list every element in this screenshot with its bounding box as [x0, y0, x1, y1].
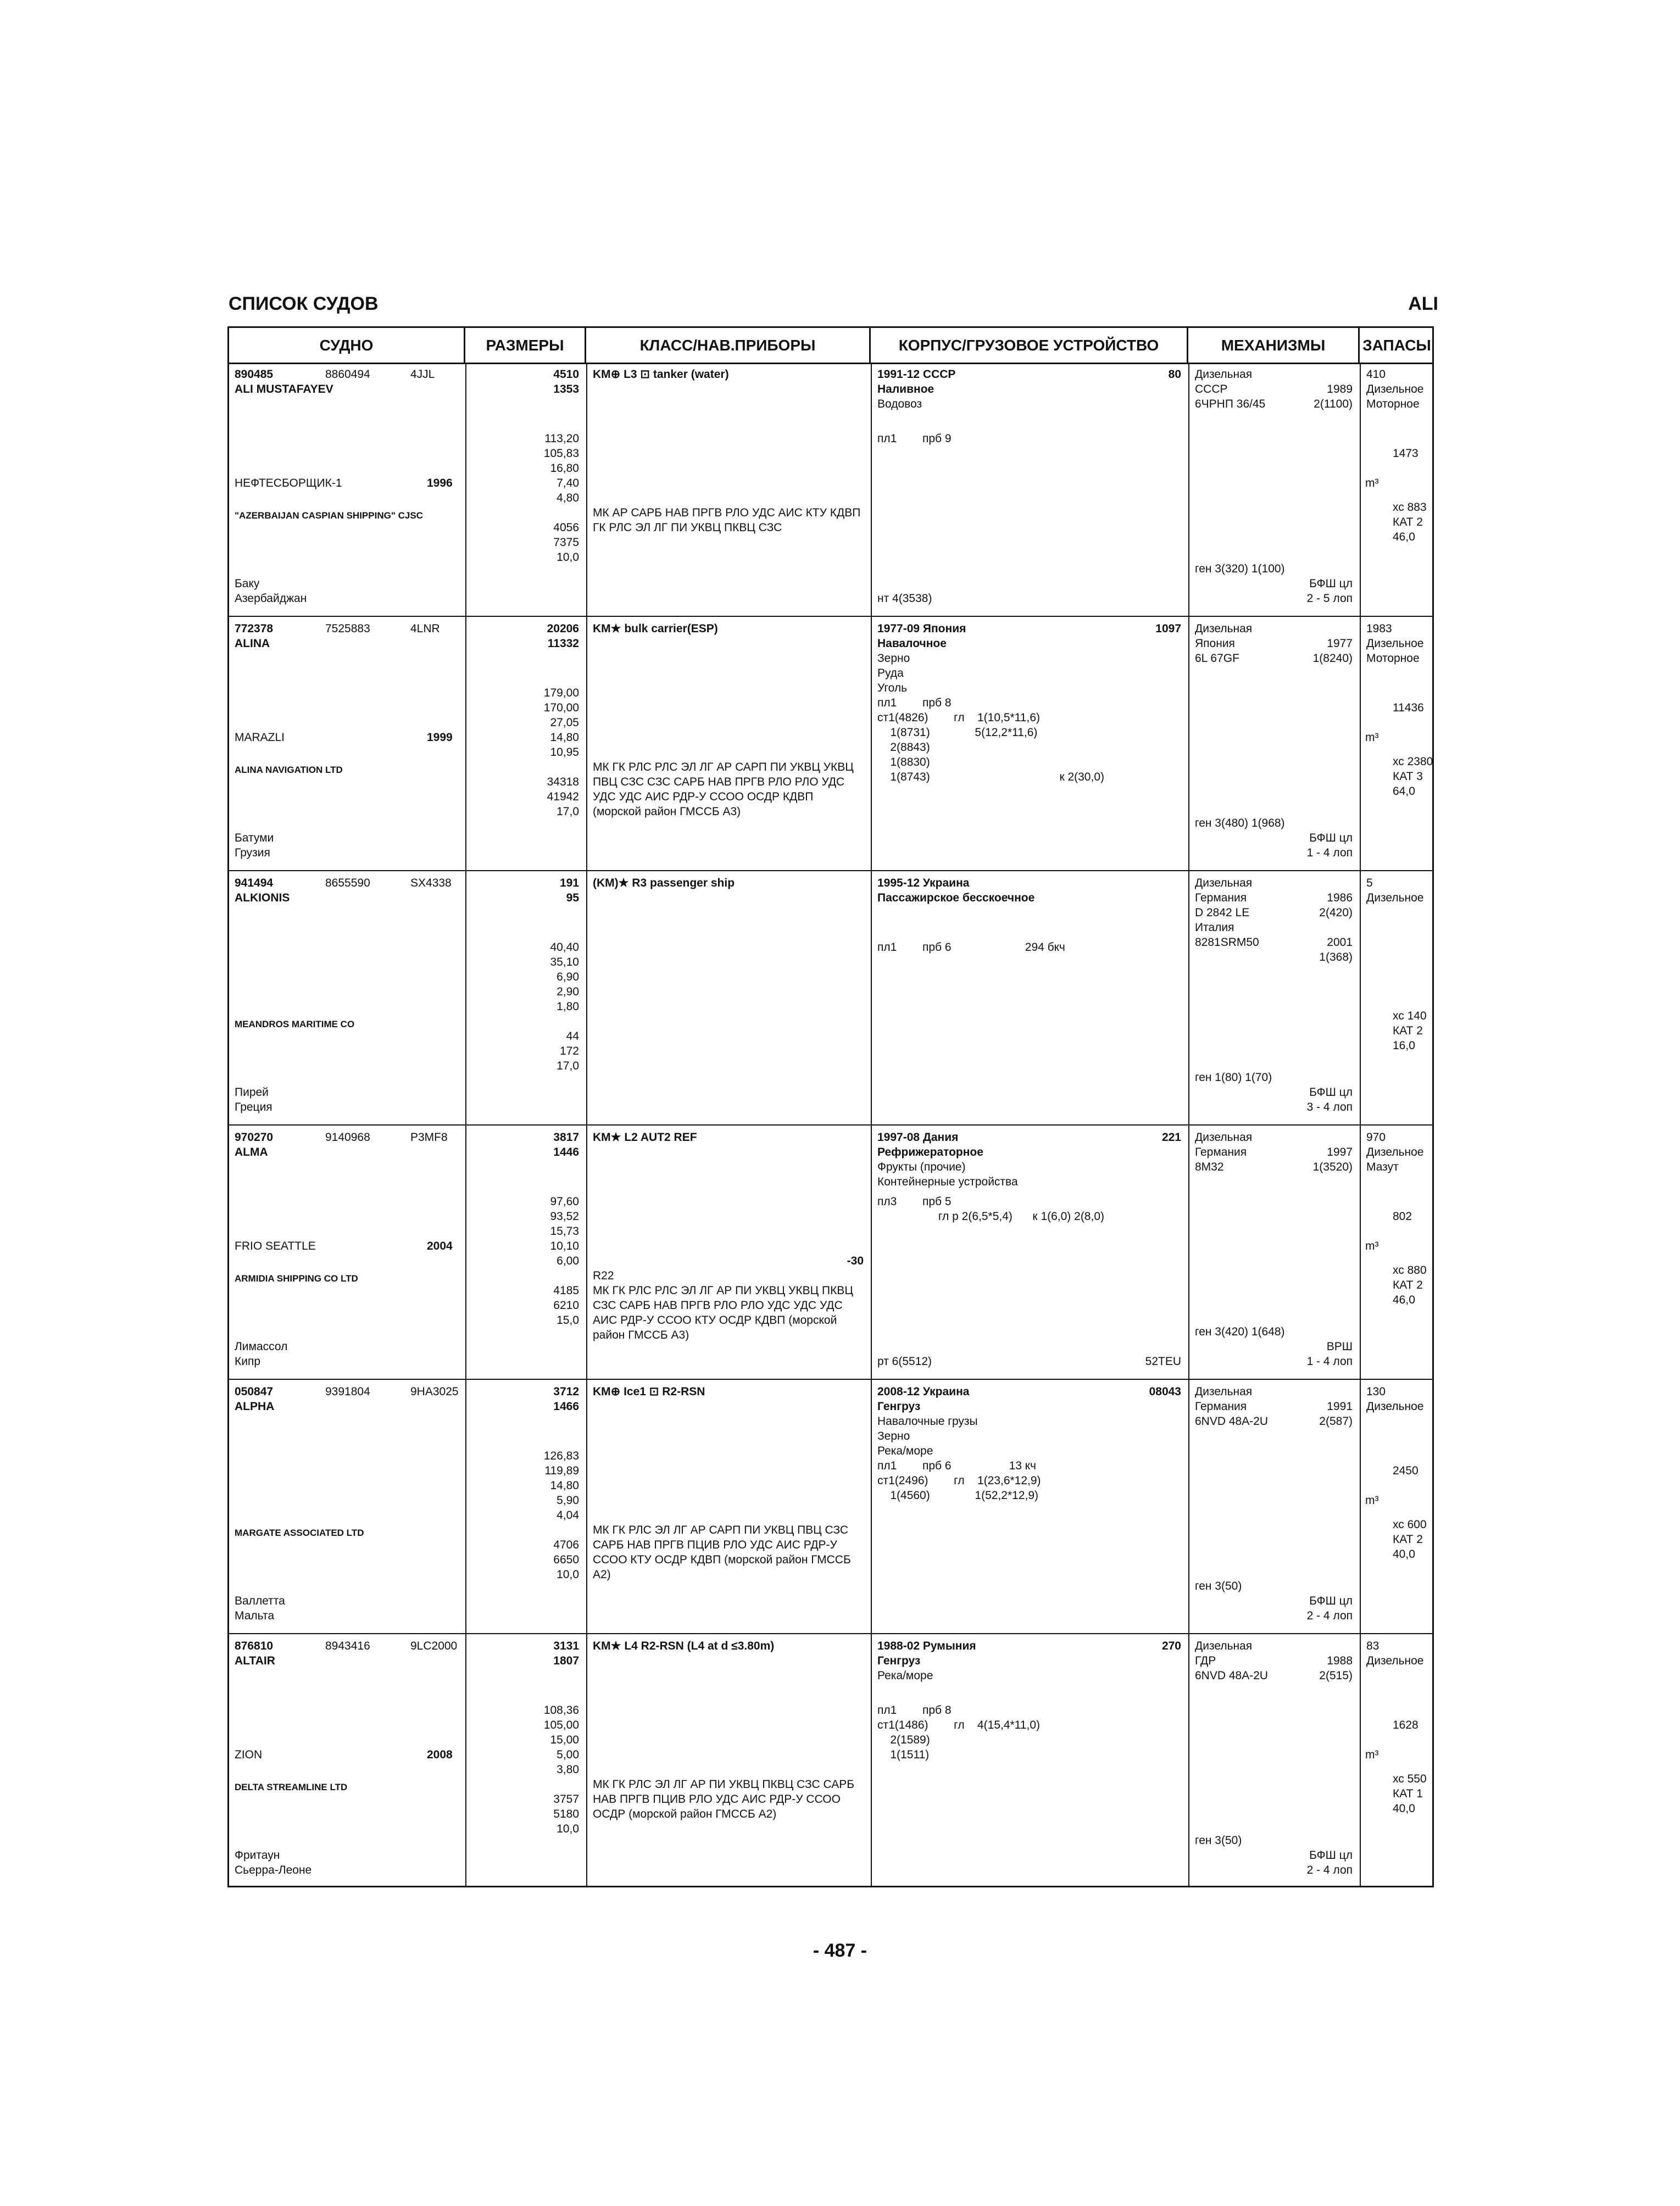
former-name: MARAZLI [235, 731, 285, 744]
hull-type: Зерно [877, 652, 910, 665]
engine-year-power: 2(1100) [1314, 398, 1353, 410]
call-sign: 9HA3025 [410, 1385, 459, 1398]
dimension-value: 4,04 [557, 1509, 579, 1522]
engine-year-power: 1997 [1327, 1146, 1353, 1158]
tonnage-value: 1446 [553, 1146, 579, 1158]
class-notation: KM★ bulk carrier(ESP) [593, 622, 718, 635]
supply-detail: 46,0 [1393, 1294, 1415, 1306]
registry-number: 941494 [235, 877, 274, 889]
container-teu: 52TEU [1145, 1355, 1181, 1368]
capacity-value: 10,0 [557, 1823, 579, 1835]
call-sign: SX4338 [410, 877, 452, 889]
dimension-value: 14,80 [550, 731, 579, 744]
dimension-value: 10,95 [550, 746, 579, 759]
supply-info: Дизельное [1366, 383, 1424, 395]
former-name: НЕФТЕСБОРЩИК-1 [235, 477, 342, 489]
flag-country: Сьерра-Леоне [235, 1864, 312, 1876]
dimension-value: 105,00 [543, 1719, 579, 1731]
hull-hatch-line: 2(8843) [877, 741, 930, 754]
unit-mark: m³ [1365, 477, 1379, 489]
imo-number: 8860494 [325, 368, 370, 381]
supply-detail: КАТ 2 [1393, 1024, 1423, 1037]
fuel-capacity: 11436 [1393, 701, 1424, 714]
engine-year-power: 2(515) [1319, 1669, 1353, 1682]
engine-info: Германия [1195, 1146, 1247, 1158]
engine-year-power: 1989 [1327, 383, 1353, 395]
dimension-value: 3,80 [557, 1763, 579, 1776]
capacity-value: 7375 [553, 536, 579, 549]
col-header-class: КЛАСС/НАВ.ПРИБОРЫ [586, 328, 871, 363]
hull-type: Река/море [877, 1445, 933, 1457]
imo-number: 9140968 [325, 1131, 370, 1144]
dimension-value: 6,00 [557, 1255, 579, 1267]
hull-type: Уголь [877, 682, 908, 694]
dimension-value: 15,00 [550, 1734, 579, 1746]
generator-info: ген 3(420) 1(648) [1195, 1325, 1285, 1338]
hull-number: 08043 [1149, 1385, 1181, 1398]
dimension-value: 40,40 [550, 941, 579, 954]
supply-info: 410 [1366, 368, 1386, 381]
dimension-value: 14,80 [550, 1479, 579, 1492]
fuel-capacity: 2450 [1393, 1464, 1418, 1477]
dimension-value: 126,83 [543, 1450, 579, 1462]
nav-instruments: район ГМССБ А3) [593, 1329, 689, 1341]
nav-instruments: МК ГК РЛС ЭЛ ЛГ АР САРП ПИ УКВЦ ПВЦ СЗС [593, 1524, 849, 1536]
tonnage-value: 95 [566, 892, 579, 904]
hull-type: Генгруз [877, 1654, 921, 1667]
flag-country: Кипр [235, 1355, 261, 1368]
capacity-value: 15,0 [557, 1314, 579, 1327]
table-header [229, 328, 1432, 364]
former-name-year: 1999 [427, 731, 453, 744]
capacity-value: 17,0 [557, 805, 579, 818]
dimension-value: 10,10 [550, 1240, 579, 1252]
supply-info: Дизельное [1366, 1400, 1424, 1413]
registry-number: 970270 [235, 1131, 274, 1144]
supply-info: Дизельное [1366, 1146, 1424, 1158]
dimension-value: 27,05 [550, 716, 579, 729]
col-header-vessel: СУДНО [229, 328, 465, 363]
engine-info: Дизельная [1195, 368, 1253, 381]
dimension-value: 16,80 [550, 462, 579, 475]
supply-detail: 40,0 [1393, 1802, 1415, 1815]
vessel-entry [229, 1126, 1432, 1380]
hull-hatch-line: пл1 прб 6 294 бкч [877, 941, 1065, 954]
supply-info: 1983 [1366, 622, 1392, 635]
hull-hatch-line: пл1 прб 6 13 кч [877, 1459, 1036, 1472]
fuel-capacity: 1628 [1393, 1719, 1418, 1731]
vessel-entry [229, 617, 1432, 871]
supply-info: Дизельное [1366, 1654, 1424, 1667]
dimension-value: 1,80 [557, 1000, 579, 1013]
hull-build: 1997-08 Дания [877, 1131, 959, 1144]
propeller-info: 2 - 4 лоп [1306, 1864, 1353, 1876]
nav-instruments: ОСДР (морской район ГМССБ А2) [593, 1808, 777, 1820]
registry-number: 876810 [235, 1640, 274, 1652]
supply-detail: 40,0 [1393, 1548, 1415, 1561]
home-port: Батуми [235, 832, 274, 844]
hull-build: 1988-02 Румыния [877, 1640, 976, 1652]
propeller-info: 2 - 4 лоп [1306, 1609, 1353, 1622]
home-port: Валлетта [235, 1595, 285, 1607]
engine-year-power: 2001 [1327, 936, 1353, 949]
owner-name: MARGATE ASSOCIATED LTD [235, 1528, 364, 1538]
engine-info: 8M32 [1195, 1161, 1224, 1173]
page-number: - 487 - [813, 1940, 867, 1961]
hull-build: 2008-12 Украина [877, 1385, 970, 1398]
tonnage-value: 20206 [547, 622, 579, 635]
vessel-name: ALI MUSTAFAYEV [235, 383, 333, 395]
flag-country: Греция [235, 1101, 272, 1113]
engine-year-power: 1988 [1327, 1654, 1353, 1667]
owner-name: ALINA NAVIGATION LTD [235, 765, 343, 775]
engine-info: Германия [1195, 892, 1247, 904]
hull-hatch-line: 1(1511) [877, 1748, 930, 1761]
col-header-dimensions: РАЗМЕРЫ [465, 328, 586, 363]
nav-instruments: УДС УДС АИС РДР-У ССОО ОСДР КДВП [593, 790, 814, 803]
supply-info: 970 [1366, 1131, 1386, 1144]
engine-year-power: 1986 [1327, 892, 1353, 904]
nav-instruments: МК ГК РЛС РЛС ЭЛ ЛГ АР ПИ УКВЦ УКВЦ ПКВЦ [593, 1284, 853, 1297]
engine-year-power: 1(8240) [1312, 652, 1353, 665]
dimension-value: 179,00 [543, 687, 579, 699]
hull-type: Водовоз [877, 398, 922, 410]
class-notation: KM⊕ Ice1 ⊡ R2-RSN [593, 1385, 705, 1398]
supply-info: Моторное [1366, 652, 1420, 665]
engine-info: Дизельная [1195, 1385, 1253, 1398]
capacity-value: 5180 [553, 1808, 579, 1820]
former-name-year: 2004 [427, 1240, 453, 1252]
owner-name: "AZERBAIJAN CASPIAN SHIPPING" CJSC [235, 510, 423, 521]
dimension-value: 6,90 [557, 971, 579, 983]
former-name: ZION [235, 1748, 263, 1761]
hull-number: 270 [1161, 1640, 1181, 1652]
crane-spec: к 1(6,0) 2(8,0) [1032, 1210, 1104, 1223]
call-sign: 4JJL [410, 368, 435, 381]
supply-info: Дизельное [1366, 892, 1424, 904]
capacity-value: 17,0 [557, 1060, 579, 1072]
engine-year-power: 1977 [1327, 637, 1353, 650]
engine-info: 6L 67GF [1195, 652, 1239, 665]
unit-mark: m³ [1365, 731, 1379, 744]
fuel-capacity: 802 [1393, 1210, 1412, 1223]
hull-type: Пассажирское бесскоечное [877, 892, 1035, 904]
supply-info: Дизельное [1366, 637, 1424, 650]
dimension-value: 108,36 [543, 1704, 579, 1717]
capacity-value: 4706 [553, 1539, 579, 1551]
supply-detail: 46,0 [1393, 531, 1415, 543]
vessel-table [227, 326, 1434, 1887]
engine-info: Италия [1195, 921, 1234, 934]
hull-type: Руда [877, 667, 904, 679]
col-header-hull: КОРПУС/ГРУЗОВОЕ УСТРОЙСТВО [871, 328, 1188, 363]
hull-hatch-line: 1(8743) [877, 771, 930, 783]
owner-name: MEANDROS MARITIME CO [235, 1019, 355, 1029]
vessel-entry [229, 1634, 1432, 1889]
hull-type: Навалочные грузы [877, 1415, 978, 1428]
crane-spec: к 2(30,0) [1059, 771, 1104, 783]
imo-number: 8943416 [325, 1640, 370, 1652]
dimension-value: 5,90 [557, 1494, 579, 1507]
class-notation: KM★ L4 R2-RSN (L4 at d ≤3.80m) [593, 1640, 775, 1652]
engine-info: Дизельная [1195, 1640, 1253, 1652]
capacity-value: 6210 [553, 1299, 579, 1312]
nav-instruments: ПВЦ СЗС СЗС САРБ НАВ ПРГВ РЛО РЛО УДС [593, 776, 845, 788]
hull-hatch-line: пл1 прб 9 [877, 432, 952, 445]
vessel-name: ALTAIR [235, 1654, 275, 1667]
supply-detail: КАТ 2 [1393, 1279, 1423, 1291]
engine-year-power: 1(368) [1319, 951, 1353, 963]
generator-info: ген 3(50) [1195, 1580, 1242, 1592]
supply-detail: КАТ 2 [1393, 1533, 1423, 1546]
call-sign: 4LNR [410, 622, 440, 635]
vessel-entry [229, 871, 1432, 1126]
vessel-entry [229, 1380, 1432, 1634]
generator-info: ген 3(480) 1(968) [1195, 817, 1285, 829]
page-code: ALI [1408, 293, 1438, 314]
fuel-capacity: 1473 [1393, 447, 1418, 460]
col-header-machinery: МЕХАНИЗМЫ [1188, 328, 1360, 363]
hull-type: Зерно [877, 1430, 910, 1442]
capacity-value: 3757 [553, 1793, 579, 1806]
registry-number: 050847 [235, 1385, 274, 1398]
generator-info: ген 3(50) [1195, 1834, 1242, 1847]
nav-instruments: МК АР САРБ НАВ ПРГВ РЛО УДС АИС КТУ КДВП [593, 506, 861, 519]
capacity-value: 4185 [553, 1284, 579, 1297]
tank-info: нт 4(3538) [877, 592, 932, 605]
supply-info: 83 [1366, 1640, 1379, 1652]
engine-info: ГДР [1195, 1654, 1216, 1667]
propeller-info: 1 - 4 лоп [1306, 1355, 1353, 1368]
generator-info: ген 1(80) 1(70) [1195, 1071, 1272, 1084]
refrigeration-temp: -30 [847, 1255, 864, 1267]
dimension-value: 7,40 [557, 477, 579, 489]
capacity-value: 4056 [553, 521, 579, 534]
flag-country: Азербайджан [235, 592, 307, 605]
hull-type: Фрукты (прочие) [877, 1161, 966, 1173]
call-sign: P3MF8 [410, 1131, 448, 1144]
propeller-info: 3 - 4 лоп [1306, 1101, 1353, 1113]
page-title: СПИСОК СУДОВ [229, 293, 379, 314]
vessel-name: ALPHA [235, 1400, 275, 1413]
propeller-info: ВРШ [1326, 1340, 1353, 1353]
engine-info: Дизельная [1195, 877, 1253, 889]
engine-info: Дизельная [1195, 1131, 1253, 1144]
dimension-value: 93,52 [550, 1210, 579, 1223]
dimension-value: 170,00 [543, 701, 579, 714]
hull-build: 1995-12 Украина [877, 877, 970, 889]
registry-number: 772378 [235, 622, 274, 635]
tonnage-value: 11332 [547, 637, 579, 650]
propeller-info: БФШ цл [1309, 832, 1353, 844]
dimension-value: 4,80 [557, 492, 579, 504]
engine-info: 6NVD 48A-2U [1195, 1415, 1269, 1428]
nav-instruments: НАВ ПРГВ ПЦИВ РЛО УДС АИС РДР-У ССОО [593, 1793, 841, 1806]
hull-build: 1991-12 СССР [877, 368, 956, 381]
imo-number: 8655590 [325, 877, 370, 889]
propeller-info: БФШ цл [1309, 577, 1353, 590]
dimension-value: 35,10 [550, 956, 579, 968]
nav-instruments: (морской район ГМССБ А3) [593, 805, 741, 818]
hull-hatch-line: 1(4560) 1(52,2*12,9) [877, 1489, 1038, 1502]
capacity-value: 10,0 [557, 1568, 579, 1581]
hull-type: Рефрижераторное [877, 1146, 983, 1158]
engine-info: Япония [1195, 637, 1235, 650]
dimension-value: 119,89 [544, 1464, 579, 1477]
supply-detail: КАТ 2 [1393, 516, 1423, 528]
home-port: Баку [235, 577, 260, 590]
hull-type: Контейнерные устройства [877, 1176, 1018, 1188]
hull-hatch-line: ст1(2496) гл 1(23,6*12,9) [877, 1474, 1041, 1487]
unit-mark: m³ [1365, 1748, 1379, 1761]
dimension-value: 97,60 [550, 1195, 579, 1208]
engine-year-power: 1(3520) [1312, 1161, 1353, 1173]
hull-hatch-line: пл1 прб 8 [877, 697, 952, 709]
tonnage-value: 1353 [553, 383, 579, 395]
engine-year-power: 1991 [1327, 1400, 1353, 1413]
refrigerant: R22 [593, 1269, 614, 1282]
nav-instruments: ГК РЛС ЭЛ ЛГ ПИ УКВЦ ПКВЦ СЗС [593, 521, 782, 534]
imo-number: 9391804 [325, 1385, 370, 1398]
supply-detail: хс 880 [1393, 1264, 1427, 1277]
propeller-info: БФШ цл [1309, 1086, 1353, 1099]
nav-instruments: А2) [593, 1568, 611, 1581]
supply-detail: КАТ 1 [1393, 1787, 1423, 1800]
supply-info: Моторное [1366, 398, 1420, 410]
imo-number: 7525883 [325, 622, 370, 635]
supply-info: 130 [1366, 1385, 1386, 1398]
tonnage-value: 3817 [553, 1131, 579, 1144]
hull-type: Навалочное [877, 637, 947, 650]
engine-info: СССР [1195, 383, 1228, 395]
supply-detail: хс 2380 [1393, 755, 1433, 768]
tonnage-value: 3131 [553, 1640, 579, 1652]
supply-info: 5 [1366, 877, 1373, 889]
hull-hatch-line: пл3 прб 5 [877, 1195, 952, 1208]
supply-detail: хс 140 [1393, 1010, 1427, 1022]
supply-detail: КАТ 3 [1393, 770, 1423, 783]
hull-number: 1097 [1155, 622, 1181, 635]
hull-hatch-line: гл р 2(6,5*5,4) [877, 1210, 1013, 1223]
engine-info: 8281SRM50 [1195, 936, 1259, 949]
nav-instruments: СЗС САРБ НАВ ПРГВ РЛО РЛО УДС УДС УДС [593, 1299, 843, 1312]
dimension-value: 113,20 [544, 432, 579, 445]
tank-info: рт 6(5512) [877, 1355, 932, 1368]
hull-hatch-line: 1(8731) 5(12,2*11,6) [877, 726, 1038, 739]
supply-detail: хс 550 [1393, 1773, 1427, 1785]
supply-info: Мазут [1366, 1161, 1399, 1173]
former-name-year: 2008 [427, 1748, 453, 1761]
hull-type: Генгруз [877, 1400, 921, 1413]
propeller-info: БФШ цл [1309, 1849, 1353, 1862]
propeller-info: 1 - 4 лоп [1306, 846, 1353, 859]
hull-build: 1977-09 Япония [877, 622, 966, 635]
capacity-value: 6650 [553, 1553, 579, 1566]
vessel-name: ALMA [235, 1146, 268, 1158]
engine-info: 6NVD 48A-2U [1195, 1669, 1269, 1682]
propeller-info: БФШ цл [1309, 1595, 1353, 1607]
unit-mark: m³ [1365, 1494, 1379, 1507]
flag-country: Грузия [235, 846, 270, 859]
engine-info: Германия [1195, 1400, 1247, 1413]
capacity-value: 172 [559, 1045, 579, 1057]
hull-hatch-line: пл1 прб 8 [877, 1704, 952, 1717]
supply-detail: хс 883 [1393, 501, 1427, 514]
engine-year-power: 2(587) [1319, 1415, 1353, 1428]
capacity-value: 10,0 [557, 551, 579, 564]
propeller-info: 2 - 5 лоп [1306, 592, 1353, 605]
hull-hatch-line: ст1(1486) гл 4(15,4*11,0) [877, 1719, 1040, 1731]
engine-year-power: 2(420) [1319, 906, 1353, 919]
hull-hatch-line: ст1(4826) гл 1(10,5*11,6) [877, 711, 1040, 724]
engine-info: D 2842 LE [1195, 906, 1250, 919]
dimension-value: 15,73 [550, 1225, 579, 1238]
dimension-value: 2,90 [557, 985, 579, 998]
hull-number: 221 [1161, 1131, 1181, 1144]
nav-instruments: САРБ НАВ ПРГВ ПЦИВ РЛО УДС АИС РДР-У [593, 1539, 837, 1551]
nav-instruments: ССОО КТУ ОСДР КДВП (морской район ГМССБ [593, 1553, 851, 1566]
nav-instruments: МК ГК РЛС ЭЛ ЛГ АР ПИ УКВЦ ПКВЦ СЗС САРБ [593, 1778, 855, 1791]
generator-info: ген 3(320) 1(100) [1195, 562, 1285, 575]
tonnage-value: 3712 [553, 1385, 579, 1398]
tonnage-value: 1807 [553, 1654, 579, 1667]
tonnage-value: 191 [559, 877, 579, 889]
engine-info: Дизельная [1195, 622, 1253, 635]
col-header-supplies: ЗАПАСЫ [1362, 336, 1431, 354]
hull-hatch-line: 2(1589) [877, 1734, 930, 1746]
capacity-value: 44 [566, 1030, 579, 1043]
vessel-name: ALKIONIS [235, 892, 290, 904]
capacity-value: 34318 [547, 776, 579, 788]
home-port: Пирей [235, 1086, 269, 1099]
capacity-value: 41942 [547, 790, 579, 803]
former-name: FRIO SEATTLE [235, 1240, 316, 1252]
vessel-name: ALINA [235, 637, 270, 650]
owner-name: DELTA STREAMLINE LTD [235, 1782, 348, 1792]
tonnage-value: 4510 [553, 368, 579, 381]
tonnage-value: 1466 [553, 1400, 579, 1413]
former-name-year: 1996 [427, 477, 453, 489]
dimension-value: 105,83 [543, 447, 579, 460]
class-notation: KM⊕ L3 ⊡ tanker (water) [593, 368, 729, 381]
flag-country: Мальта [235, 1609, 275, 1622]
home-port: Лимассол [235, 1340, 288, 1353]
dimension-value: 5,00 [557, 1748, 579, 1761]
call-sign: 9LC2000 [410, 1640, 458, 1652]
supply-detail: 64,0 [1393, 785, 1415, 798]
unit-mark: m³ [1365, 1240, 1379, 1252]
owner-name: ARMIDIA SHIPPING CO LTD [235, 1273, 358, 1284]
hull-type: Наливное [877, 383, 934, 395]
supply-detail: хс 600 [1393, 1518, 1427, 1531]
hull-type: Река/море [877, 1669, 933, 1682]
vessel-entry [229, 363, 1432, 617]
supply-detail: 16,0 [1393, 1039, 1415, 1052]
registry-number: 890485 [235, 368, 274, 381]
hull-number: 80 [1168, 368, 1181, 381]
engine-info: 6ЧРНП 36/45 [1195, 398, 1266, 410]
hull-hatch-line: 1(8830) [877, 756, 930, 768]
nav-instruments: МК ГК РЛС РЛС ЭЛ ЛГ АР САРП ПИ УКВЦ УКВЦ [593, 761, 854, 773]
class-notation: (KM)★ R3 passenger ship [593, 877, 735, 889]
home-port: Фритаун [235, 1849, 280, 1862]
class-notation: KM★ L2 AUT2 REF [593, 1131, 697, 1144]
nav-instruments: АИС РДР-У ССОО КТУ ОСДР КДВП (морской [593, 1314, 837, 1327]
